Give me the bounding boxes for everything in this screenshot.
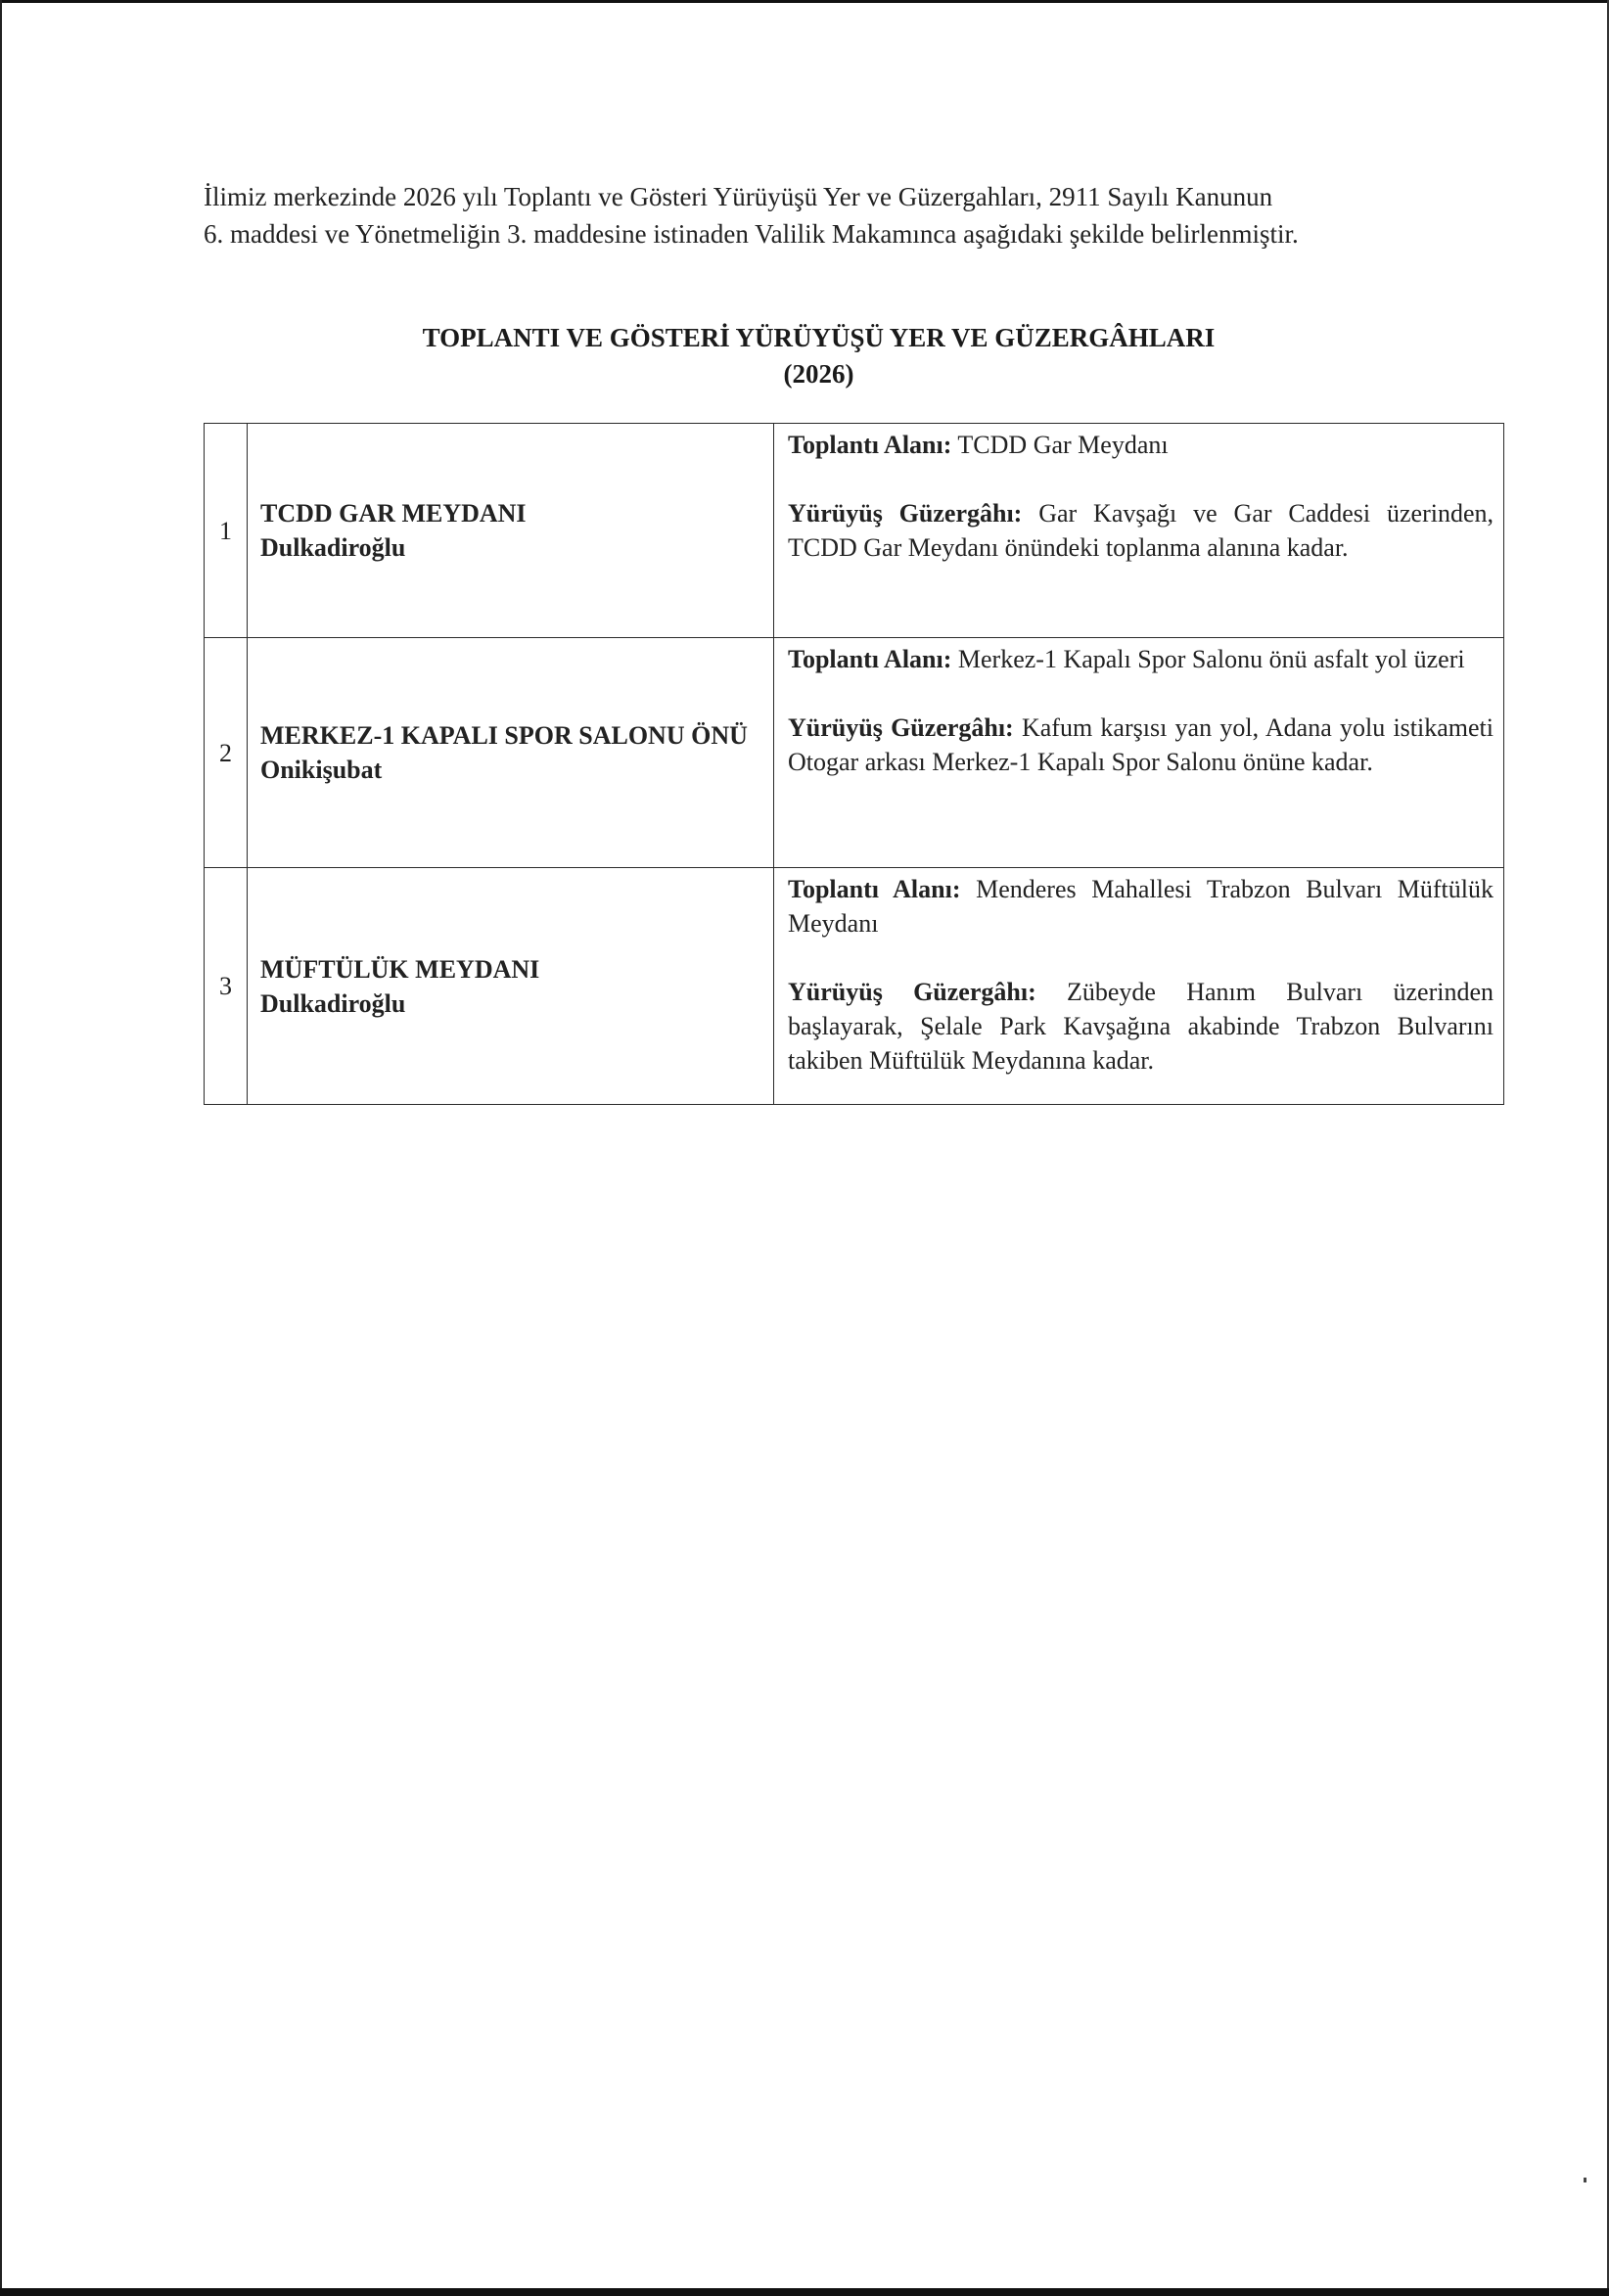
description-cell xyxy=(774,638,1504,868)
table-row xyxy=(205,638,1504,868)
document-title xyxy=(204,320,1434,392)
area-value: TCDD Gar Meydanı xyxy=(957,431,1169,459)
area-line xyxy=(788,872,1494,941)
description-cell xyxy=(774,868,1504,1105)
route-label: Yürüyüş Güzergâhı: xyxy=(788,978,1036,1006)
scan-edge-top xyxy=(0,0,1609,3)
area-line xyxy=(788,642,1494,676)
place-cell xyxy=(248,638,774,868)
routes-table xyxy=(204,423,1504,1105)
place-district: Dulkadiroğlu xyxy=(260,533,406,562)
intro-paragraph xyxy=(204,178,1466,253)
area-label: Toplantı Alanı: xyxy=(788,645,952,673)
row-number: 1 xyxy=(205,424,248,638)
route-line xyxy=(788,711,1494,779)
route-line xyxy=(788,496,1494,565)
place-name: TCDD GAR MEYDANI xyxy=(260,499,527,528)
route-line xyxy=(788,975,1494,1078)
area-line xyxy=(788,428,1494,462)
title-main: TOPLANTI VE GÖSTERİ YÜRÜYÜŞÜ YER VE GÜZERGÂHLARI xyxy=(422,323,1216,352)
place-name: MERKEZ-1 KAPALI SPOR SALONU ÖNÜ xyxy=(260,721,748,750)
description-cell xyxy=(774,424,1504,638)
table-row xyxy=(205,424,1504,638)
place-cell xyxy=(248,424,774,638)
intro-line-1: İlimiz merkezinde 2026 yılı Toplantı ve Gösteri Yürüyüşü Yer ve Güzergahları, 2911 Sayılı Kanunun xyxy=(204,182,1273,211)
route-label: Yürüyüş Güzergâhı: xyxy=(788,499,1023,528)
route-value: Zübeyde Hanım Bulvarı üzerinden başlayarak, Şelale Park Kavşağına akabinde Trabzon Bulvarını takiben Müftülük Meydanına kadar. xyxy=(788,978,1494,1075)
place-cell xyxy=(248,868,774,1105)
place-name: MÜFTÜLÜK MEYDANI xyxy=(260,954,540,984)
scan-speck xyxy=(1584,2178,1586,2182)
row-number: 3 xyxy=(205,868,248,1105)
route-value: Gar Kavşağı ve Gar Caddesi üzerinden, TCDD Gar Meydanı önündeki toplanma alanına kadar. xyxy=(788,499,1494,562)
place-district: Onikişubat xyxy=(260,756,383,784)
place-district: Dulkadiroğlu xyxy=(260,988,406,1018)
route-value: Kafum karşısı yan yol, Adana yolu istikameti Otogar arkası Merkez-1 Kapalı Spor Salonu önüne kadar. xyxy=(788,713,1494,776)
area-value: Merkez-1 Kapalı Spor Salonu önü asfalt yol üzeri xyxy=(957,645,1465,673)
area-value: Menderes Mahallesi Trabzon Bulvarı Müftülük Meydanı xyxy=(788,875,1494,938)
scan-edge-left xyxy=(0,0,2,2296)
area-label: Toplantı Alanı: xyxy=(788,431,952,459)
area-label: Toplantı Alanı: xyxy=(788,875,961,903)
scan-edge-bottom xyxy=(0,2288,1609,2296)
route-label: Yürüyüş Güzergâhı: xyxy=(788,713,1014,742)
row-number: 2 xyxy=(205,638,248,868)
intro-line-2: 6. maddesi ve Yönetmeliğin 3. maddesine istinaden Valilik Makamınca aşağıdaki şekilde belirlenmiştir. xyxy=(204,219,1299,249)
title-year: (2026) xyxy=(783,359,854,389)
table-row xyxy=(205,868,1504,1105)
